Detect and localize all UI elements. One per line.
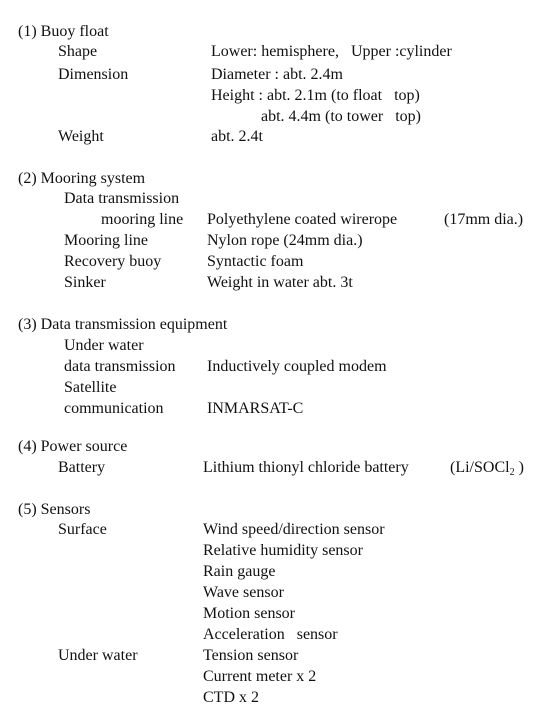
under-water-sensor-item: Tension sensor	[203, 647, 299, 664]
sinker-value: Weight in water abt. 3t	[207, 274, 353, 291]
data-transmission-line-diameter: (17mm dia.)	[444, 211, 524, 228]
shape-value: Lower: hemisphere, Upper :cylinder	[211, 43, 452, 60]
mooring-line-label: mooring line	[101, 211, 184, 228]
under-water-label: Under water	[64, 337, 144, 354]
data-transmission-line-value: Polyethylene coated wirerope	[207, 211, 398, 228]
under-water-data-transmission-value: Inductively coupled modem	[207, 358, 387, 375]
satellite-communication-value: INMARSAT-C	[207, 400, 304, 417]
dimension-value-diameter: Diameter : abt. 2.4m	[211, 66, 343, 83]
dimension-label: Dimension	[58, 66, 129, 83]
under-water-sensor-item: CTD x 2	[203, 689, 259, 706]
recovery-buoy-value: Syntactic foam	[207, 253, 304, 270]
under-water-data-transmission-label: data transmission	[64, 358, 176, 375]
surface-sensor-item: Motion sensor	[203, 605, 295, 622]
battery-formula-prefix: (Li/SOCl	[450, 459, 510, 476]
battery-formula-suffix: )	[514, 459, 524, 476]
section-title-buoy-float: (1) Buoy float	[18, 23, 109, 40]
shape-label: Shape	[58, 43, 98, 60]
surface-sensor-item: Wave sensor	[203, 584, 284, 601]
battery-formula	[450, 458, 524, 478]
weight-value: abt. 2.4t	[211, 128, 263, 145]
battery-label: Battery	[58, 459, 106, 476]
surface-sensor-item: Relative humidity sensor	[203, 542, 363, 559]
under-water-sensors-label: Under water	[58, 647, 138, 664]
nylon-mooring-line-label: Mooring line	[64, 232, 148, 249]
battery-value: Lithium thionyl chloride battery	[203, 459, 409, 476]
satellite-communication-label: communication	[64, 400, 164, 417]
surface-sensor-item: Rain gauge	[203, 563, 276, 580]
surface-sensor-item: Wind speed/direction sensor	[203, 521, 385, 538]
surface-label: Surface	[58, 521, 107, 538]
satellite-label: Satellite	[64, 379, 117, 396]
surface-sensor-item: Acceleration sensor	[203, 626, 338, 643]
sinker-label: Sinker	[64, 274, 106, 291]
section-title-mooring-system: (2) Mooring system	[18, 170, 146, 187]
dimension-value-height-float: Height : abt. 2.1m (to float top)	[211, 87, 420, 104]
data-transmission-label: Data transmission	[64, 190, 180, 207]
nylon-mooring-line-value: Nylon rope (24mm dia.)	[207, 232, 363, 249]
weight-label: Weight	[58, 128, 104, 145]
section-title-power-source: (4) Power source	[18, 438, 128, 455]
section-title-sensors: (5) Sensors	[18, 501, 91, 518]
under-water-sensor-item: Current meter x 2	[203, 668, 317, 685]
section-title-data-transmission-equipment: (3) Data transmission equipment	[18, 316, 228, 333]
battery-formula-subscript: 2	[509, 467, 515, 478]
dimension-value-height-tower: abt. 4.4m (to tower top)	[261, 108, 421, 125]
recovery-buoy-label: Recovery buoy	[64, 253, 162, 270]
